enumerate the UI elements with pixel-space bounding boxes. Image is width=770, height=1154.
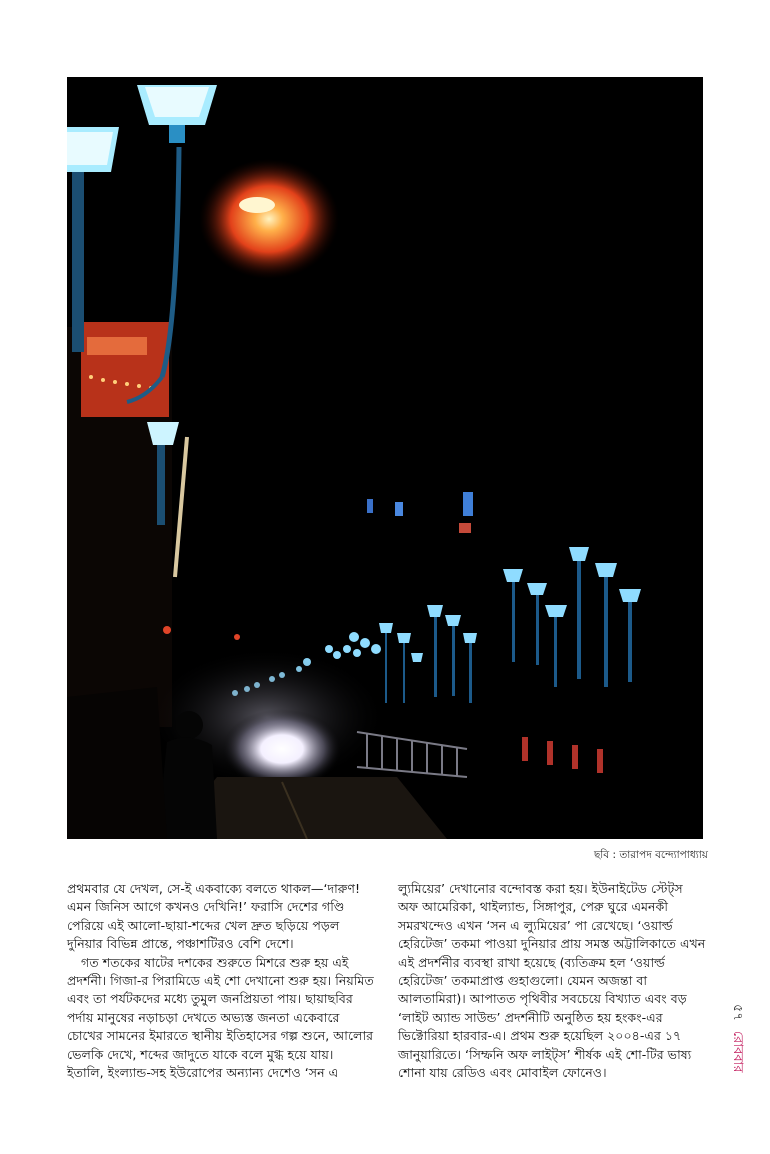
- article-column-left: [67, 880, 385, 1082]
- text-line: এই প্রদর্শনীর ব্যবস্থা রাখা হয়েছে (ব্যতিক্রম হল ‘ওয়ার্ল্ড: [398, 954, 665, 970]
- text-line: দুনিয়ার বিভিন্ন প্রান্তে, পঞ্চাশটিরও বেশি দেশে।: [67, 936, 294, 952]
- text-line: প্রথমবার যে দেখল, সে-ই একবাক্যে বলতে থাকল—‘দারুণ!: [67, 881, 361, 896]
- text-line: ইতালি, ইংল্যান্ড-সহ ইউরোপের অন্যান্য দেশেও ‘সন এ: [67, 1065, 339, 1081]
- text-line: আলতামিরা)। আপাতত পৃথিবীর সবচেয়ে বিখ্যাত এবং বড়: [398, 991, 687, 1007]
- text-line: অফ আমেরিকা, থাইল্যান্ড, সিঙ্গাপুর, পেরু ঘুরে এমনকী: [398, 899, 668, 915]
- text-line: গত শতকের ষাটের দশকের শুরুতে মিশরে শুরু হয় এই: [81, 954, 349, 970]
- sodium-lamp-glow: [199, 159, 339, 279]
- page-margin-label: [724, 1004, 750, 1114]
- night-street-photo: [67, 77, 703, 839]
- text-line: হেরিটেজ’ তকমাপ্রাপ্ত গুহাগুলো। যেমন অজন্তা বা: [398, 973, 648, 989]
- text-line: শোনা যায় রেডিও এবং মোবাইল ফোনেও।: [398, 1065, 607, 1081]
- article-column-right: [398, 880, 706, 1082]
- text-line: ভেলকি দেখে, শব্দের জাদুতে যাকে বলে মুগ্ধ হয়ে যায়।: [67, 1046, 334, 1062]
- text-line: সমরখন্দেও এখন ‘সন এ ল্যুমিয়ের’ পা রেখেছে। ‘ওয়ার্ল্ড: [398, 917, 673, 933]
- text-line: ‘লাইট অ্যান্ড সাউন্ড’ প্রদর্শনীটি অনুষ্ঠিত হয় হংকং-এর: [398, 1009, 663, 1025]
- text-line: চোখের সামনের ইমারতে স্থানীয় ইতিহাসের গল্প শুনে, আলোর: [67, 1028, 374, 1044]
- publication-name: রোববার: [730, 1030, 746, 1073]
- text-line: ল্যুমিয়ের’ দেখানোর বন্দোবস্ত করা হয়। ইউনাইটেড স্টেট্স: [398, 881, 683, 896]
- street-lamps-illustration: [67, 77, 703, 839]
- text-line: জানুয়ারিতে। ‘সিম্ফনি অফ লাইট্স’ শীর্ষক এই শো-টির ভাষ্য: [398, 1046, 692, 1062]
- text-line: পর্দায় মানুষের নড়াচড়া দেখতে অভ্যস্ত জনতা একেবারে: [67, 1009, 340, 1025]
- text-line: প্রদর্শনী। গিজা-র পিরামিডে এই শো দেখানো শুরু হয়। নিয়মিত: [67, 973, 374, 989]
- text-line: পেরিয়ে এই আলো-ছায়া-শব্দের খেল দ্রুত ছড়িয়ে পড়ল: [67, 917, 340, 933]
- page-number: ৫৭: [730, 1004, 746, 1021]
- text-line: হেরিটেজ’ তকমা পাওয়া দুনিয়ার প্রায় সমস্ত অট্টালিকাতে এখন: [398, 936, 706, 952]
- text-line: এবং তা পর্যটকদের মধ্যে তুমুল জনপ্রিয়তা পায়। ছায়াছবির: [67, 991, 353, 1007]
- text-line: এমন জিনিস আগে কখনও দেখিনি!’ ফরাসি দেশের গণ্ডি: [67, 899, 345, 915]
- photo-credit: ছবি : তারাপদ বন্দ্যোপাধ্যায়: [593, 849, 708, 861]
- text-line: ভিক্টোরিয়া হারবার-এ। প্রথম শুরু হয়েছিল ২০০৪-এর ১৭: [398, 1028, 682, 1044]
- red-shop-sign: [81, 322, 169, 417]
